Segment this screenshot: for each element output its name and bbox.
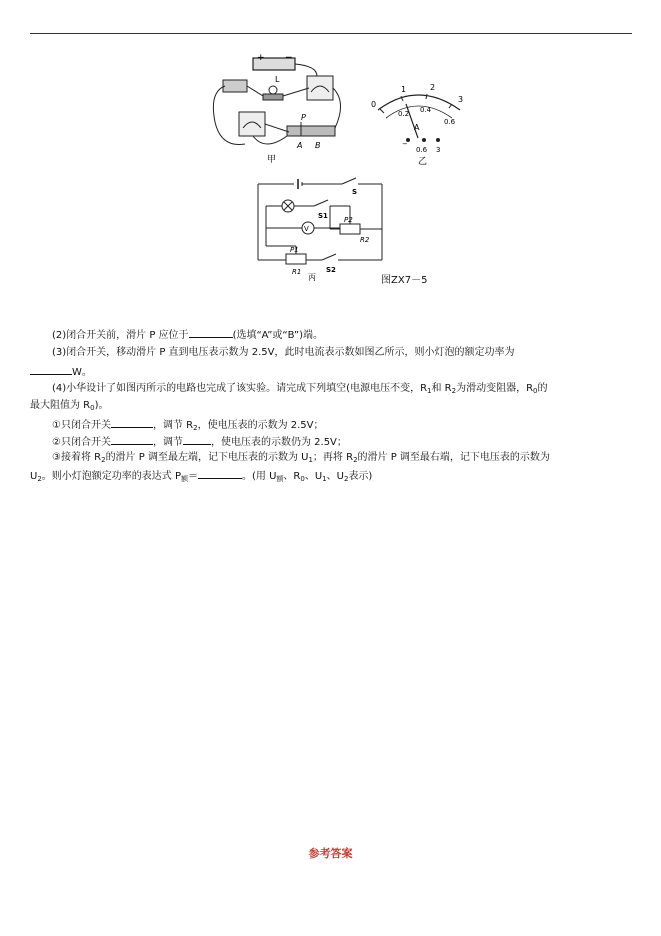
question-4-cont: 最大阻值为 $R_0$)。 xyxy=(30,400,109,412)
step-1: ①只闭合开关 ，调节 $R_2$，使电压表的示数为 2.5V； xyxy=(52,417,324,435)
tick-label-0: 0 xyxy=(371,100,377,109)
tick-label-3: 3 xyxy=(458,95,464,104)
step-2: ②只闭合开关 ，调节 ，使电压表的示数仍为 2.5V； xyxy=(52,434,347,450)
meter-needle xyxy=(406,104,418,138)
question-4: (4)小华设计了如图丙所示的电路也完成了该实验。请完成下列填空(电源电压不变，$R_1$和 $R_2$为滑动变阻器，$R_0$的 xyxy=(52,383,548,395)
battery-minus-label: − xyxy=(285,53,293,63)
answer-blank-q3[interactable] xyxy=(30,364,72,375)
rheostat-a-label: A xyxy=(297,141,303,150)
bulb-label: L xyxy=(275,75,280,84)
tick-label-1: 1 xyxy=(401,85,407,94)
switch-s2-label: S2 xyxy=(326,266,336,274)
answer-blank-q2[interactable] xyxy=(189,327,233,338)
answer-blank-step2-adjust[interactable] xyxy=(183,434,211,445)
slider-p2-label: P2 xyxy=(344,216,353,224)
figure-yi-label: 乙 xyxy=(418,157,428,167)
answer-blank-step1[interactable] xyxy=(111,417,153,428)
question-2: (2)闭合开关前，滑片 P 应位于 (选填“A”或“B”)端。 xyxy=(52,327,323,343)
rheostat-r2-label: R2 xyxy=(360,236,370,244)
switch-s-label: S xyxy=(352,188,358,196)
sub-tick-0.2: 0.2 xyxy=(398,110,410,118)
figure-bing-schematic xyxy=(250,176,390,282)
slider-p1-label: P1 xyxy=(290,246,299,254)
question-3: (3)闭合开关，移动滑片 P 直到电压表示数为 2.5V，此时电流表示数如图乙所示，则小灯泡的额定功率为 xyxy=(52,347,515,358)
terminal-minus: − xyxy=(402,140,408,148)
figure-yi-ammeter xyxy=(368,80,468,170)
rheostat-p-label: P xyxy=(301,113,306,122)
tick-label-2: 2 xyxy=(430,83,436,92)
header-rule xyxy=(30,33,632,34)
rheostat-b-label: B xyxy=(315,141,321,150)
answer-blank-step2-switch[interactable] xyxy=(111,434,153,445)
battery-plus-label: + xyxy=(257,53,265,63)
rheostat-icon xyxy=(287,126,335,136)
voltmeter-symbol: V xyxy=(304,225,309,233)
meter-unit-label: A xyxy=(414,123,420,132)
rheostat-r1-label: R1 xyxy=(292,268,302,276)
figure-bing-label: 丙 xyxy=(308,273,316,282)
sub-tick-0.4: 0.4 xyxy=(420,106,432,114)
meter-scale-arc xyxy=(378,95,460,110)
bulb-icon xyxy=(269,86,277,94)
question-3-cont: W。 xyxy=(30,364,92,380)
figure-caption: 图ZX7－5 xyxy=(381,275,428,286)
switch-s1-label: S1 xyxy=(318,212,328,220)
voltmeter-icon xyxy=(307,76,333,100)
figure-jia-label: 甲 xyxy=(267,155,277,164)
answer-blank-step3[interactable] xyxy=(198,468,242,479)
step-3-cont: $U_2$。则小灯泡额定功率的表达式 $P_额=$ 。(用 $U_额$、$R_0$、$U_1$、$U_2$表示) xyxy=(30,468,372,486)
sub-tick-0.6: 0.6 xyxy=(444,118,456,126)
ammeter-icon xyxy=(239,112,265,136)
terminal-0.6: 0.6 xyxy=(416,146,428,154)
figure-jia-circuit xyxy=(205,52,355,164)
step-3: ③接着将 $R_2$的滑片 P 调至最左端，记下电压表的示数为 $U_1$；再将 $R_2$的滑片 P 调至最右端，记下电压表的示数为 xyxy=(52,452,550,464)
switch-icon xyxy=(223,80,247,92)
terminal-3: 3 xyxy=(436,146,441,154)
answer-heading: 参考答案 xyxy=(308,847,353,860)
